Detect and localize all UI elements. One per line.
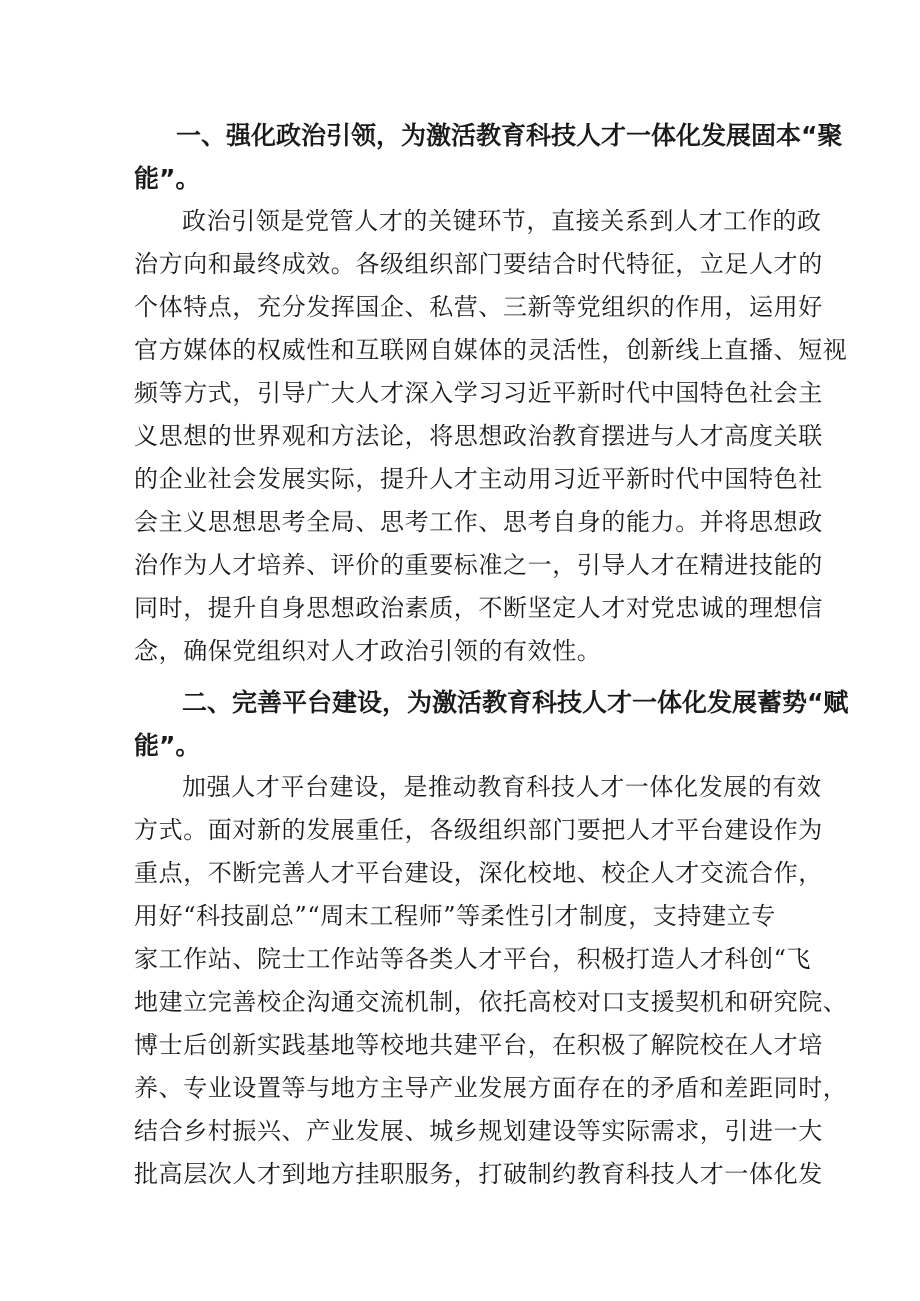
section-2-paragraph-line-8: 养、专业设置等与地方主导产业发展方面存在的矛盾和差距同时， [134,1074,848,1102]
section-1-paragraph-line-1: 政治引领是党管人才的关键环节，直接关系到人才工作的政 [182,207,822,235]
section-1-paragraph-line-9: 治作为人才培养、评价的重要标准之一，引导人才在精进技能的 [134,551,823,579]
section-2-paragraph-line-6: 地建立完善校企沟通交流机制，依托高校对口支援契机和研究院、 [134,988,848,1016]
section-2-paragraph-line-5: 家工作站、院士工作站等各类人才平台，积极打造人才科创“飞 [134,945,812,973]
section-1-heading-line-1: 一、强化政治引领，为激活教育科技人才一体化发展固本“聚 [176,121,843,150]
section-1-paragraph-line-11: 念，确保党组织对人才政治引领的有效性。 [134,637,602,665]
section-2-paragraph-line-4: 用好“科技副总”“周末工程师”等柔性引才制度，支持建立专 [134,902,776,930]
section-2-paragraph-line-9: 结合乡村振兴、产业发展、城乡规划建设等实际需求，引进一大 [134,1117,823,1145]
section-2-paragraph-line-1: 加强人才平台建设，是推动教育科技人才一体化发展的有效 [182,773,822,801]
section-1-heading-line-2: 能”。 [134,164,201,193]
section-1-paragraph-line-4: 官方媒体的权威性和互联网自媒体的灵活性，创新线上直播、短视 [134,336,848,364]
section-1-paragraph-line-3: 个体特点，充分发挥国企、私营、三新等党组织的作用，运用好 [134,293,823,321]
section-2-heading-line-2: 能”。 [134,731,201,760]
section-2-paragraph-line-3: 重点，不断完善人才平台建设，深化校地、校企人才交流合作， [134,859,823,887]
section-2-paragraph-line-10: 批高层次人才到地方挂职服务，打破制约教育科技人才一体化发 [134,1160,823,1188]
section-1-paragraph-line-7: 的企业社会发展实际，提升人才主动用习近平新时代中国特色社 [134,465,823,493]
section-1-paragraph-line-2: 治方向和最终成效。各级组织部门要结合时代特征，立足人才的 [134,250,823,278]
section-1-paragraph-line-8: 会主义思想思考全局、思考工作、思考自身的能力。并将思想政 [134,508,823,536]
section-2-paragraph-line-7: 博士后创新实践基地等校地共建平台，在积极了解院校在人才培 [134,1031,823,1059]
section-1-paragraph-line-6: 义思想的世界观和方法论，将思想政治教育摆进与人才高度关联 [134,422,823,450]
section-1-paragraph-line-5: 频等方式，引导广大人才深入学习习近平新时代中国特色社会主 [134,379,823,407]
section-2-paragraph-line-2: 方式。面对新的发展重任，各级组织部门要把人才平台建设作为 [134,816,823,844]
section-2-heading-line-1: 二、完善平台建设，为激活教育科技人才一体化发展蓄势“赋 [182,688,849,717]
section-1-paragraph-line-10: 同时，提升自身思想政治素质，不断坚定人才对党忠诚的理想信 [134,594,823,622]
